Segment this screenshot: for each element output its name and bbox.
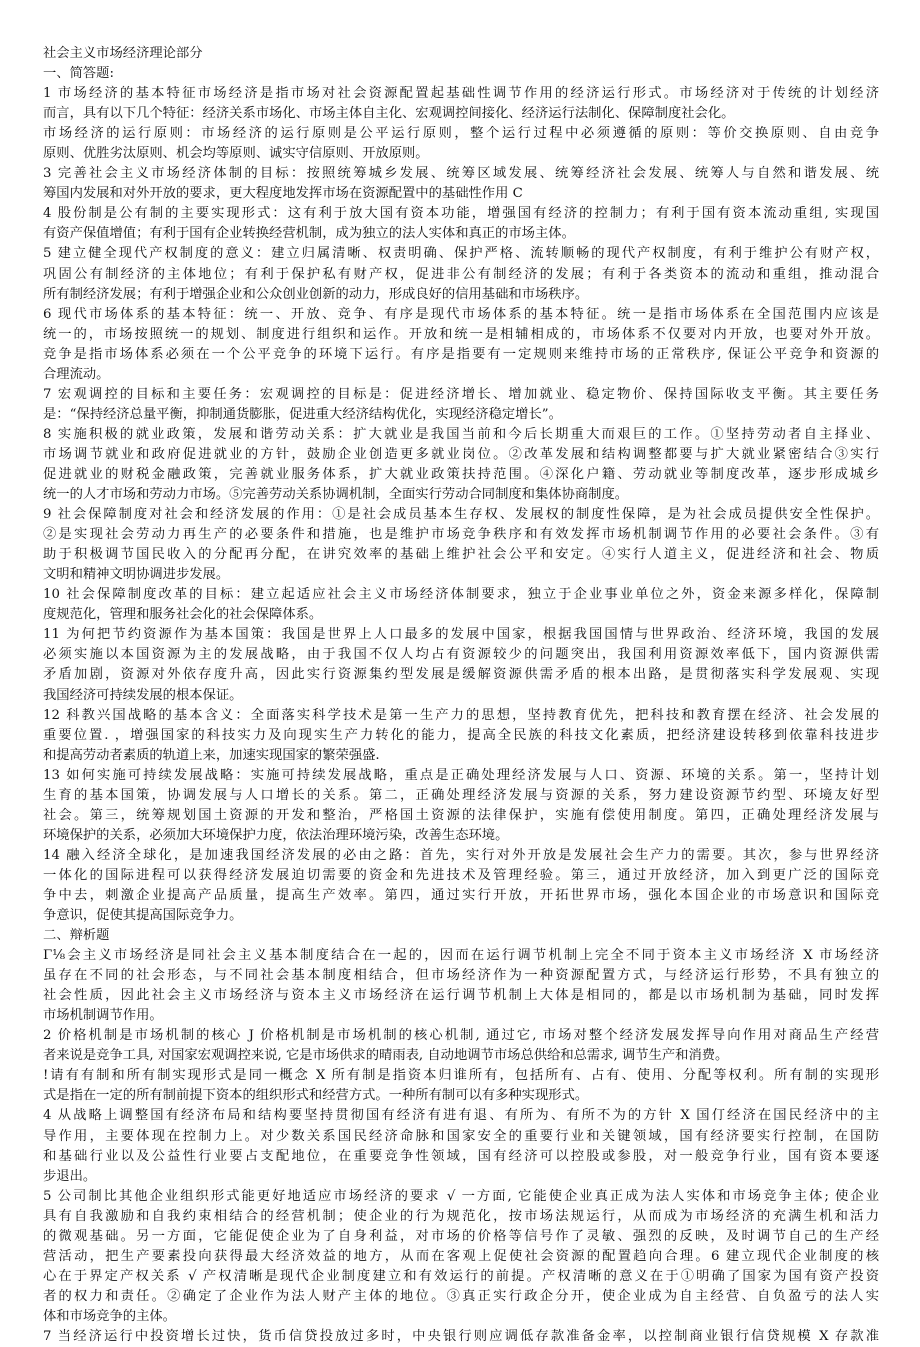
text-line: 5 公司制比其他企业组织形式能更好地适应市场经济的要求 √ 一方面, 它能使企业真正成为法人实体和市场竞争主体; 使企业 — [43, 1188, 879, 1204]
text-line: 4 股份制是公有制的主要实现形式：这有利于放大国有资本功能，增强国有经济的控制力；有利于国有资本流动重组, 实现国 — [43, 206, 879, 222]
text-line: 体和市场竞争的主体。 — [43, 1308, 176, 1324]
text-line: Γ⅛会主义市场经济是同社会主义基本制度结合在一起的，因而在运行调节机制上完全不同于资本主义市场经济 X 市场经济 — [43, 948, 879, 964]
text-line: 争中去，刺激企业提高产品质量，提高生产效率。第四，通过实行开放，开拓世界市场，强化本国企业的市场意识和国际竞 — [43, 887, 879, 903]
text-line: 和基础行业以及公益性行业要占支配地位，在重要竞争性领域，国有经济可以控股或参股，对一般竞争行业，国有资本要逐 — [43, 1148, 879, 1164]
text-line: 具有自我激励和自我约束相结合的经营机制；使企业的行为规范化，按市场法规运行，从而成为市场经济的充满生机和活力 — [43, 1208, 879, 1224]
text-line: ②是实现社会劳动力再生产的必要条件和措施，也是维护市场竞争秩序和有效发挥市场机制调节作用的必要社会条件。③有 — [43, 527, 879, 543]
text-line: 巩固公有制经济的主体地位；有利于保护私有财产权，促进非公有制经济的发展；有利于各类资本的流动和重组，推动混合 — [43, 266, 879, 282]
text-line: 是：“保持经济总量平衡，抑制通货膨胀，促进重大经济结构优化，实现经济稳定增长”。 — [43, 406, 562, 422]
text-line: 虽存在不同的社会形态，与不同社会基本制度相结合，但市场经济作为一种资源配置方式，与经济运行形势，不具有独立的 — [43, 968, 879, 984]
text-line: 生育的基本国策，协调发展与人口增长的关系。第二，正确处理经济发展与资源的关系，努力建设资源节约型、环境友好型 — [43, 787, 879, 803]
text-line: 统一的人才市场和劳动力市场。⑤完善劳动关系协调机制，全面实行劳动合同制度和集体协商制度。 — [43, 487, 629, 503]
text-line: 促进就业的财税金融政策，完善就业服务体系，扩大就业政策扶持范围。④深化户籍、劳动就业等制度改革，逐步形成城乡 — [43, 466, 879, 482]
text-line: 度规范化，管理和服务社会化的社会保障体系。 — [43, 607, 323, 623]
text-line: 重要位置. ，增强国家的科技实力及向现实生产力转化的能力，提高全民族的科技文化素质，把经济建设转移到依靠科技进步 — [43, 727, 879, 743]
text-line: 和提高劳动者素质的轨道上来，加速实现国家的繁荣强盛. — [43, 747, 380, 763]
text-line: 者来说是竞争工具, 对国家宏观调控来说, 它是市场供求的晴雨表, 自动地调节市场总供给和总需求, 调节生产和消费。 — [43, 1048, 729, 1064]
text-line: 3 完善社会主义市场经济体制的目标：按照统筹城乡发展、统筹区域发展、统筹经济社会发展、统筹人与自然和谐发展、统 — [43, 166, 879, 182]
text-line: 心在于界定产权关系 √ 产权清晰是现代企业制度建立和有效运行的前提。产权清晰的意义在于①明确了国家为国有资产投资 — [43, 1268, 879, 1284]
text-line: 者的权力和责任。②确定了企业作为法人财产主体的地位。③真正实行政企分开，使企业成为自主经营、自负盈亏的法人实 — [43, 1288, 879, 1304]
text-line: 5 建立健全现代产权制度的意义：建立归属清晰、权责明确、保护严格、流转顺畅的现代产权制度，有利于维护公有财产权， — [43, 246, 879, 262]
text-line: 社会性质，因此社会主义市场经济与资本主义市场经济在运行调节机制上大体是相同的，都是以市场机制为基础，同时发挥 — [43, 988, 879, 1004]
text-line: 7 宏观调控的目标和主要任务：宏观调控的目标是：促进经济增长、增加就业、稳定物价、保持国际收支平衡。其主要任务 — [43, 386, 879, 402]
text-line: 8 实施积极的就业政策，发展和谐劳动关系：扩大就业是我国当前和今后长期重大而艰巨的工作。①坚持劳动者自主择业、 — [43, 426, 879, 442]
text-line: 11 为何把节约资源作为基本国策：我国是世界上人口最多的发展中国家，根据我国国情与世界政治、经济环境，我国的发展 — [43, 627, 879, 643]
text-line: 必须实施以本国资源为主的发展战略，由于我国不仅人均占有资源较少的问题突出，我国利用资源效率低下，国内资源供需 — [43, 647, 879, 663]
text-line: 步退出。 — [43, 1168, 97, 1184]
text-line: 矛盾加剧，资源对外依存度升高，因此实行资源集约型发展是缓解资源供需矛盾的根本出路，是贯彻落实科学发展观、实现 — [43, 667, 879, 683]
document-page — [43, 44, 879, 1347]
text-line: 10 社会保障制度改革的目标：建立起适应社会主义市场经济体制要求，独立于企业事业单位之外，资金来源多样化，保障制 — [43, 587, 879, 603]
text-line: 的微观基础。另一方面，它能促使企业为了自身利益，对市场的价格等信号作了灵敏、强烈的反映，及时调节自己的生产经 — [43, 1228, 879, 1244]
text-line: 我国经济可持续发展的根本保证。 — [43, 687, 243, 703]
text-line: 14 融入经济全球化，是加速我国经济发展的必由之路：首先，实行对外开放是发展社会生产力的需要。其次，参与世界经济 — [43, 847, 879, 863]
text-line: 社会。第三，统筹规划国土资源的开发和整治，严格国土资源的法律保护，实施有偿使用制度。第四，正确处理经济发展与 — [43, 807, 879, 823]
text-line: 文明和精神文明协调进步发展。 — [43, 567, 230, 583]
text-line: 1 市场经济的基本特征市场经济是指市场对社会资源配置起基础性调节作用的经济运行形式。市场经济对于传统的计划经济 — [43, 86, 879, 102]
text-line: 二、辩析题 — [43, 928, 110, 944]
text-line: 助于积极调节国民收入的分配再分配，在讲究效率的基础上维护社会公平和安定。④实行人道主义，促进经济和社会、物质 — [43, 547, 879, 563]
text-line: 营活动，把生产要素投向获得最大经济效益的地方，从而在客观上促使社会资源的配置趋向合理。6 建立现代企业制度的核 — [43, 1248, 879, 1264]
text-line: 争意识，促使其提高国际竞争力。 — [43, 908, 243, 924]
text-line: 式是指在一定的所有制前提下资本的组织形式和经营方式。一种所有制可以有多种实现形式。 — [43, 1088, 589, 1104]
text-line: 导作用，主要体现在控制力上。对少数关系国民经济命脉和国家安全的重要行业和关键领域，国有经济要实行控制，在国防 — [43, 1128, 879, 1144]
text-line: 一体化的国际进程可以获得经济发展迫切需要的资金和先进技术及管理经验。第三，通过开放经济，加入到更广泛的国际竞 — [43, 867, 879, 883]
text-line: 12 科教兴国战略的基本含义：全面落实科学技术是第一生产力的思想，坚持教育优先，把科技和教育摆在经济、社会发展的 — [43, 707, 879, 723]
text-line: 4 从战略上调整国有经济布局和结构要坚持贯彻国有经济有进有退、有所为、有所不为的方针 X 国仃经济在国民经济中的主 — [43, 1108, 879, 1124]
text-line: 市场机制调节作用。 — [43, 1008, 163, 1024]
text-line: 有资产保值增值；有利于国有企业转换经营机制，成为独立的法人实体和真正的市场主体。 — [43, 226, 575, 242]
text-line: 环境保护的关系，必须加大环境保护力度，依法治理环境污染，改善生态环境。 — [43, 827, 509, 843]
text-line: 市场经济的运行原则：市场经济的运行原则是公平运行原则，整个运行过程中必须遵循的原则：等价交换原则、自由竞争 — [43, 126, 879, 142]
text-line: 7 当经济运行中投资增长过快，货币信贷投放过多时，中央银行则应调低存款准备金率，以控制商业银行信贷规模 X 存款准 — [43, 1329, 879, 1344]
text-line: 9 社会保障制度对社会和经济发展的作用：①是社会成员基本生存权、发展权的制度性保障，是为社会成员提供安全性保护。 — [43, 507, 879, 523]
text-line: 筹国内发展和对外开放的要求，更大程度地发挥市场在资源配置中的基础性作用 C — [43, 186, 523, 202]
text-line: 统一的，市场按照统一的规划、制度进行组织和运作。开放和统一是相辅相成的，市场体系不仅要对内开放，也要对外开放。 — [43, 326, 879, 342]
text-line: !请有有制和所有制实现形式是同一概念 X 所有制是指资本归谁所有，包括所有、占有、使用、分配等权利。所有制的实现形 — [43, 1068, 879, 1084]
text-line: 一、简答题: — [43, 66, 114, 82]
text-line: 所有制经济发展；有利于增强企业和公众创业创新的动力，形成良好的信用基础和市场秩序。 — [43, 286, 589, 302]
text-line: 13 如何实施可持续发展战略：实施可持续发展战略，重点是正确处理经济发展与人口、资源、环境的关系。第一，坚持计划 — [43, 767, 879, 783]
text-line: 6 现代市场体系的基本特征：统一、开放、竞争、有序是现代市场体系的基本特征。统一是指市场体系在全国范围内应该是 — [43, 306, 879, 322]
text-line: 原则、优胜劣汰原则、机会均等原则、诚实守信原则、开放原则。 — [43, 146, 429, 162]
text-line: 社会主义市场经济理论部分 — [43, 46, 203, 61]
text-line: 2 价格机制是市场机制的核心 J 价格机制是市场机制的核心机制, 通过它, 市场对整个经济发展发挥导向作用对商品生产经营 — [43, 1028, 879, 1044]
text-line: 市场调节就业和政府促进就业的方针，鼓励企业创造更多就业岗位。②改革发展和结构调整都要与扩大就业紧密结合③实行 — [43, 446, 879, 462]
text-line: 而言，具有以下几个特征：经济关系市场化、市场主体自主化、宏观调控间接化、经济运行法制化、保障制度社会化。 — [43, 106, 735, 122]
text-line: 合理流动。 — [43, 366, 110, 382]
text-line: 竞争是指市场体系必须在一个公平竞争的环境下运行。有序是指要有一定规则来维持市场的正常秩序, 保证公平竞争和资源的 — [43, 346, 879, 362]
